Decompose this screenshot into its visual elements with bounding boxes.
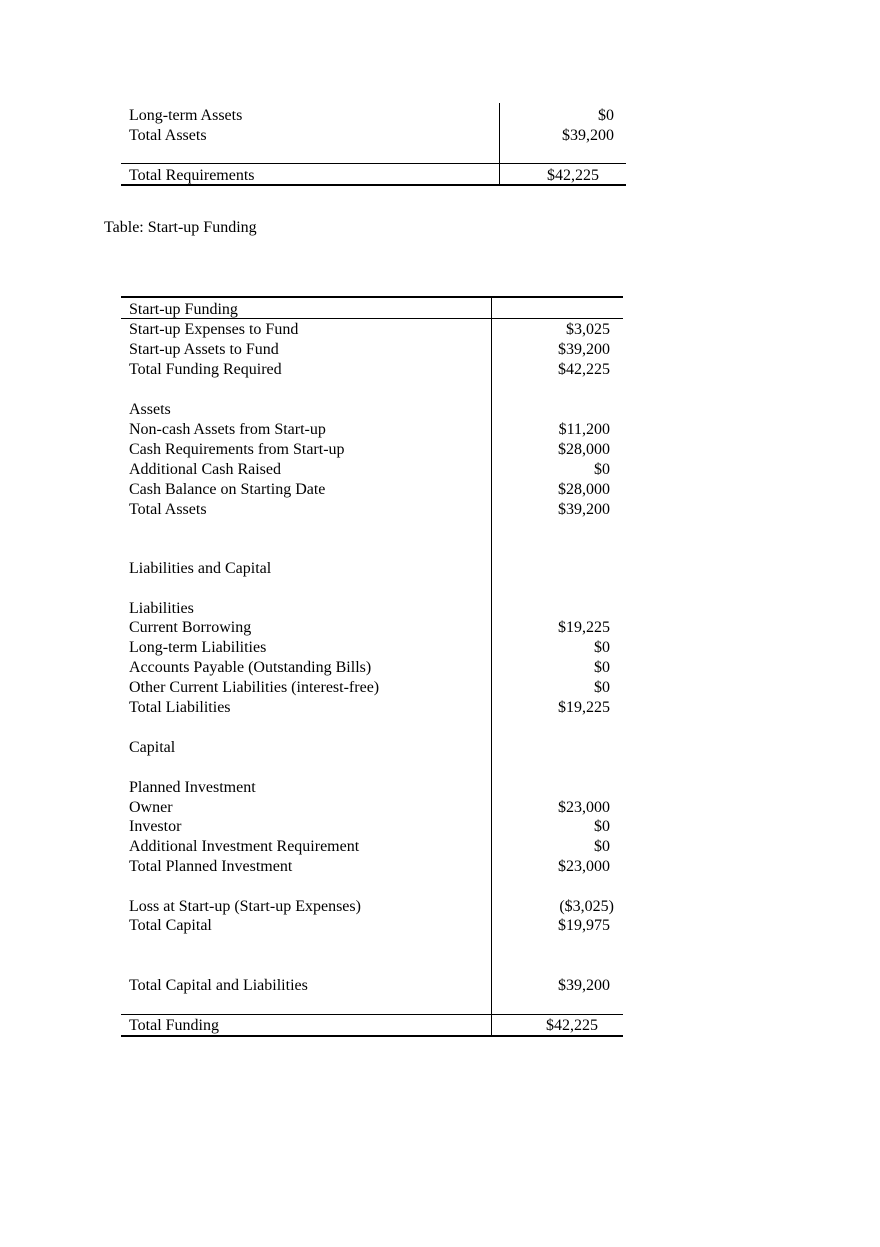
funding-row-label: Non-cash Assets from Start-up bbox=[129, 421, 326, 438]
funding-row-label: Loss at Start-up (Start-up Expenses) bbox=[129, 898, 361, 915]
top-table-bottom-rule bbox=[121, 184, 626, 186]
top-table-column-divider bbox=[499, 103, 500, 185]
top-row-label-total-assets: Total Assets bbox=[129, 127, 207, 144]
funding-row-label: Additional Investment Requirement bbox=[129, 838, 360, 855]
funding-section-heading-assets: Assets bbox=[129, 401, 171, 418]
funding-row-value: $0 bbox=[594, 838, 610, 855]
funding-table-bottom-rule bbox=[121, 1035, 623, 1037]
funding-section-heading-capital: Capital bbox=[129, 739, 176, 756]
funding-row-value: $42,225 bbox=[558, 361, 610, 378]
funding-row-value: $0 bbox=[594, 659, 610, 676]
top-row-value-long-term-assets: $0 bbox=[598, 107, 614, 124]
funding-row-label: Long-term Liabilities bbox=[129, 639, 267, 656]
funding-table-total-separator bbox=[121, 1014, 623, 1015]
funding-row-value: $39,200 bbox=[558, 501, 610, 518]
funding-section-heading-planned-investment: Planned Investment bbox=[129, 779, 256, 796]
funding-row-label: Total Assets bbox=[129, 501, 207, 518]
funding-table-header: Start-up Funding bbox=[129, 301, 238, 318]
funding-row-value: $19,225 bbox=[558, 619, 610, 636]
funding-section-heading-liabilities: Liabilities bbox=[129, 600, 194, 617]
funding-row-label: Current Borrowing bbox=[129, 619, 252, 636]
funding-table-column-divider bbox=[491, 296, 492, 1037]
funding-row-label: Start-up Assets to Fund bbox=[129, 341, 279, 358]
funding-row-label: Total Planned Investment bbox=[129, 858, 293, 875]
funding-row-value: $19,225 bbox=[558, 699, 610, 716]
funding-row-label: Accounts Payable (Outstanding Bills) bbox=[129, 659, 372, 676]
funding-row-value: $19,975 bbox=[558, 917, 610, 934]
funding-row-label: Other Current Liabilities (interest-free) bbox=[129, 679, 380, 696]
funding-row-value: $39,200 bbox=[558, 977, 610, 994]
funding-row-value: ($3,025) bbox=[559, 898, 614, 915]
funding-row-value: $0 bbox=[594, 639, 610, 656]
top-total-label: Total Requirements bbox=[129, 167, 255, 184]
funding-section-heading-liabilities-capital: Liabilities and Capital bbox=[129, 560, 272, 577]
funding-row-value: $28,000 bbox=[558, 441, 610, 458]
funding-row-label: Total Capital and Liabilities bbox=[129, 977, 308, 994]
funding-row-value: $23,000 bbox=[558, 858, 610, 875]
funding-total-label: Total Funding bbox=[129, 1017, 219, 1034]
funding-row-label: Cash Balance on Starting Date bbox=[129, 481, 326, 498]
top-row-label-long-term-assets: Long-term Assets bbox=[129, 107, 243, 124]
top-total-value: $42,225 bbox=[547, 167, 599, 184]
funding-total-value: $42,225 bbox=[546, 1017, 598, 1034]
funding-row-label: Total Capital bbox=[129, 917, 212, 934]
funding-row-label: Start-up Expenses to Fund bbox=[129, 321, 299, 338]
funding-row-label: Cash Requirements from Start-up bbox=[129, 441, 345, 458]
top-table-total-separator bbox=[121, 163, 626, 164]
top-row-value-total-assets: $39,200 bbox=[562, 127, 614, 144]
funding-row-label: Total Liabilities bbox=[129, 699, 231, 716]
funding-row-value: $0 bbox=[594, 818, 610, 835]
funding-row-label: Investor bbox=[129, 818, 182, 835]
funding-row-label: Owner bbox=[129, 799, 173, 816]
funding-row-label: Total Funding Required bbox=[129, 361, 282, 378]
table-caption: Table: Start-up Funding bbox=[104, 219, 257, 236]
funding-row-label: Additional Cash Raised bbox=[129, 461, 281, 478]
funding-row-value: $0 bbox=[594, 679, 610, 696]
funding-row-value: $0 bbox=[594, 461, 610, 478]
funding-table-top-rule bbox=[121, 296, 623, 298]
funding-row-value: $39,200 bbox=[558, 341, 610, 358]
funding-row-value: $23,000 bbox=[558, 799, 610, 816]
funding-row-value: $28,000 bbox=[558, 481, 610, 498]
funding-row-value: $11,200 bbox=[558, 421, 610, 438]
funding-row-value: $3,025 bbox=[566, 321, 610, 338]
